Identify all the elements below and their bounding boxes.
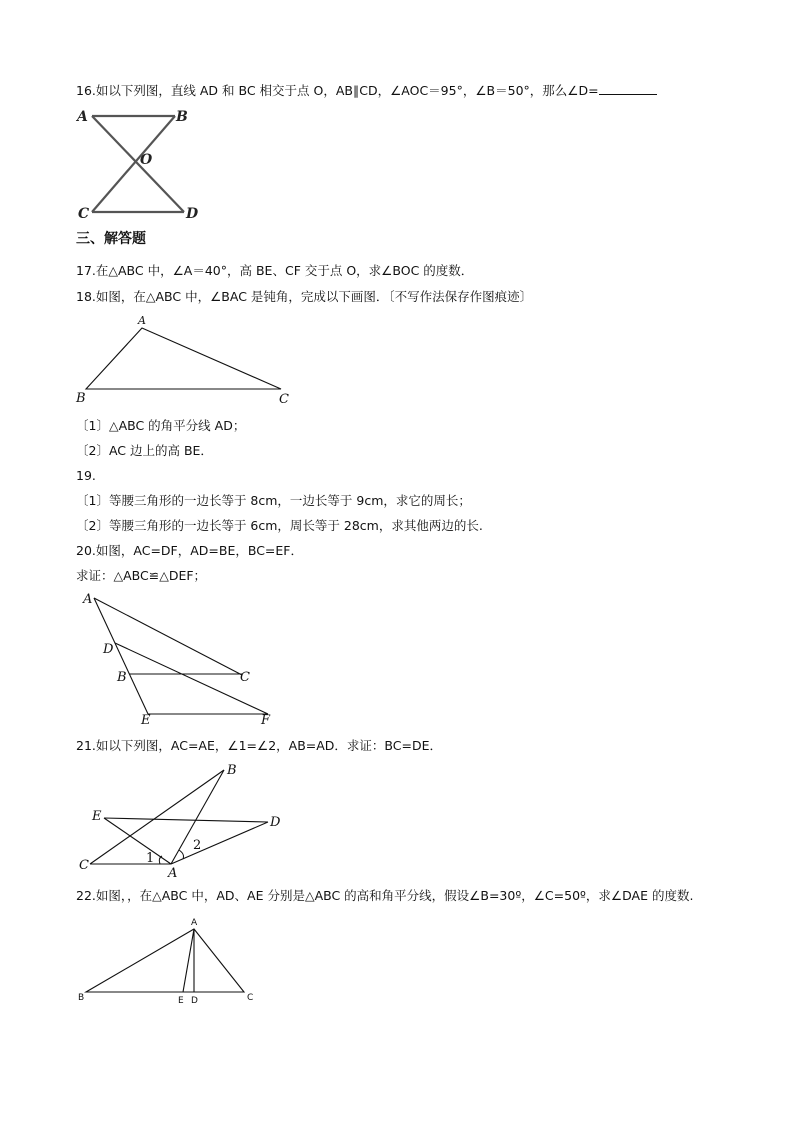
label-b: B	[76, 391, 86, 406]
question-20-prove: 求证：△ABC≌△DEF；	[76, 568, 207, 583]
label-c: C	[78, 206, 90, 222]
question-19-part-2: 〔2〕等腰三角形的一边长等于 6cm，周长等于 28cm，求其他两边的长.	[76, 518, 483, 533]
label-b: B	[117, 670, 127, 685]
label-a: A	[138, 314, 146, 327]
label-a: A	[191, 918, 198, 928]
label-a: A	[83, 592, 93, 607]
segment-ed	[104, 818, 268, 822]
triangle-abc	[86, 328, 281, 389]
label-a: A	[77, 109, 88, 125]
question-17-text: 17.在△ABC 中，∠A＝40°，高 BE、CF 交于点 O，求∠BOC 的度数．	[76, 263, 474, 278]
angle-2-arc	[179, 850, 184, 859]
label-e: E	[92, 809, 102, 824]
figure-21	[76, 760, 296, 880]
label-1: 1	[146, 851, 155, 866]
segment-ad	[171, 822, 268, 864]
question-19-number: 19.	[76, 468, 96, 483]
figure-18	[74, 312, 304, 408]
label-c: C	[279, 392, 289, 407]
angle-bisector-ae	[183, 929, 194, 992]
answer-blank	[599, 82, 657, 95]
label-c: C	[247, 993, 254, 1003]
figure-20	[78, 590, 288, 730]
label-b: B	[227, 763, 237, 778]
figure-16	[74, 104, 214, 222]
label-d: D	[103, 642, 114, 657]
segment-ac	[94, 598, 242, 675]
label-b: B	[78, 993, 85, 1003]
label-2: 2	[193, 838, 202, 853]
section-title: 三、解答题	[76, 231, 146, 247]
triangle-abc	[86, 929, 244, 992]
label-o: O	[140, 152, 153, 168]
question-22-text: 22.如图，，在△ABC 中，AD、AE 分别是△ABC 的高和角平分线，假设∠B=30º，∠C=50º，求∠DAE 的度数.	[76, 888, 694, 903]
question-16-text: 16.如以下列图，直线 AD 和 BC 相交于点 O，AB∥CD，∠AOC＝95°，∠B＝50°，那么∠D=	[76, 83, 599, 98]
label-a: A	[168, 866, 178, 881]
label-f: F	[261, 713, 271, 728]
question-18-part-1: 〔1〕△ABC 的角平分线 AD；	[76, 418, 246, 433]
question-20-text: 20.如图，AC=DF，AD=BE，BC=EF．	[76, 543, 303, 558]
label-d: D	[186, 206, 199, 222]
label-d: D	[191, 996, 198, 1006]
question-19-part-1: 〔1〕等腰三角形的一边长等于 8cm，一边长等于 9cm，求它的周长；	[76, 493, 471, 508]
label-c: C	[240, 670, 250, 685]
question-18-part-2: 〔2〕AC 边上的高 BE．	[76, 443, 213, 458]
question-21-text: 21.如以下列图，AC=AE，∠1=∠2，AB=AD．求证：BC=DE．	[76, 738, 443, 753]
figure-22	[76, 912, 266, 1012]
question-18-text: 18.如图，在△ABC 中，∠BAC 是钝角，完成以下画图．〔不写作法保存作图痕迹〕	[76, 289, 533, 304]
label-e: E	[141, 713, 151, 728]
label-c: C	[79, 858, 89, 873]
label-b: B	[176, 109, 188, 125]
question-16	[76, 82, 657, 99]
label-d: D	[270, 815, 281, 830]
label-e: E	[178, 996, 184, 1006]
